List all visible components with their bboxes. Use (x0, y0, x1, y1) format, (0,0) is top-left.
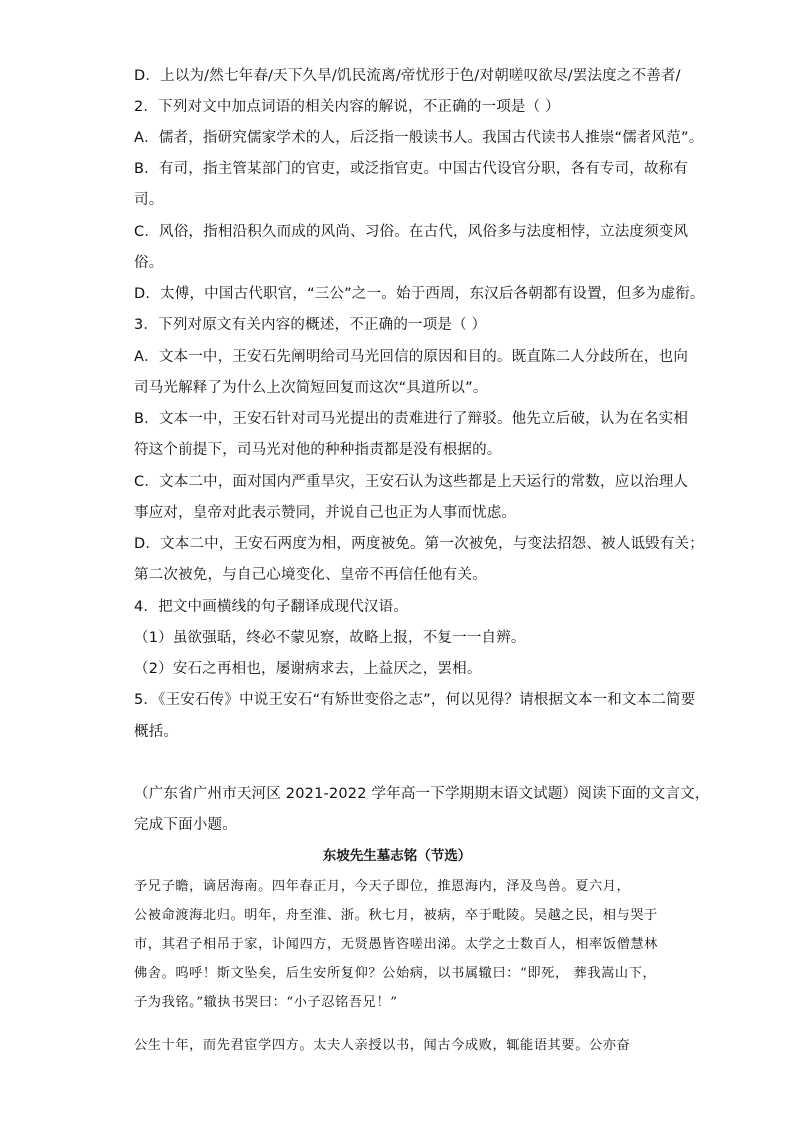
q2-stem: 2．下列对文中加点词语的相关内容的解说，不正确的一项是（ ） (134, 99, 560, 115)
q2-option-a: A．儒者，指研究儒家学术的人，后泛指一般读书人。我国古代读书人推崇“儒者风范”。 (134, 130, 704, 146)
q2-option-d: D．太傅，中国古代职官，“三公”之一。始于西周，东汉后各朝都有设置，但多为虚衔。 (134, 286, 705, 302)
q4-item-2: （2）安石之再相也，屡谢病求去，上益厌之，罢相。 (134, 661, 482, 677)
q5-stem-line1: 5．《王安石传》中说王安石“有矫世变俗之志”，何以见得？请根据文本一和文本二简要 (134, 692, 696, 708)
q2-option-c-line1: C．风俗，指相沿积久而成的风尚、习俗。在古代，风俗多与法度相悖，立法度须变风 (134, 224, 689, 240)
passage-p1-line5: 子为我铭。”辙执书哭曰：“小子忍铭吾兄！” (134, 995, 398, 1010)
q3-option-a-line2: 司马光解释了为什么上次简短回复而这次“具道所以”。 (134, 380, 488, 396)
q3-option-c-line2: 事应对，皇帝对此表示赞同，并说自己也正为人事而忧虑。 (134, 505, 517, 521)
passage-title: 东坡先生墓志铭（节选） (322, 848, 472, 864)
q4-stem: 4．把文中画横线的句子翻译成现代汉语。 (134, 599, 409, 615)
q2-option-b-line1: B．有司，指主管某部门的官吏，或泛指官吏。中国古代设官分职，各有专司，故称有 (134, 161, 689, 177)
q3-option-b-line2: 符这个前提下，司马光对他的种种指责都是没有根据的。 (134, 442, 502, 458)
passage-p1-line2: 公被命渡海北归。明年，舟至淮、浙。秋七月，被病，卒于毗陵。吴越之民，相与哭于 (134, 908, 658, 923)
section-intro-line1: （广东省广州市天河区 2021-2022 学年高一下学期期末语文试题）阅读下面的文言文， (134, 786, 710, 802)
q2-option-c-line2: 俗。 (134, 255, 164, 271)
q5-stem-line2: 概括。 (134, 724, 179, 740)
q3-option-a-line1: A．文本一中，王安石先阐明给司马光回信的原因和目的。既直陈二人分歧所在，也向 (134, 349, 689, 365)
q3-option-b-line1: B．文本一中，王安石针对司马光提出的责难进行了辩驳。他先立后破，认为在名实相 (134, 411, 689, 427)
q1-option-d: D．上以为/然七年春/天下久旱/饥民流离/帝忧形于色/对朝嗟叹欲尽/罢法度之不善者/ (134, 68, 681, 84)
passage-p1-line3: 市，其君子相吊于家，讣闻四方，无贤愚皆咨嗟出涕。太学之士数百人，相率饭僧慧林 (134, 937, 658, 952)
section-intro-line2: 完成下面小题。 (134, 817, 237, 833)
q3-option-c-line1: C．文本二中，面对国内严重旱灾，王安石认为这些都是上天运行的常数，应以治理人 (134, 474, 689, 490)
q2-option-b-line2: 司。 (134, 192, 164, 208)
q3-stem: 3．下列对原文有关内容的概述，不正确的一项是（ ） (134, 317, 487, 333)
passage-p1-line1: 予兄子瞻，谪居海南。四年春正月，今天子即位，推恩海内，泽及鸟兽。夏六月， (134, 879, 631, 894)
q3-option-d-line1: D．文本二中，王安石两度为相，两度被免。第一次被免，与变法招怨、被人诋毁有关； (134, 536, 704, 552)
q3-option-d-line2: 第二次被免，与自己心境变化、皇帝不再信任他有关。 (134, 567, 487, 583)
passage-p2-line1: 公生十年，而先君宦学四方。太夫人亲授以书，闻古今成败，辄能语其要。公亦奋 (134, 1038, 631, 1053)
q4-item-1: （1）虽欲强聒，终必不蒙见察，故略上报，不复一一自辨。 (134, 630, 526, 646)
passage-p1-line4: 佛舍。呜呼！斯文坠矣，后生安所复仰？公始病，以书属辙曰：“即死， 葬我嵩山下， (134, 966, 657, 981)
